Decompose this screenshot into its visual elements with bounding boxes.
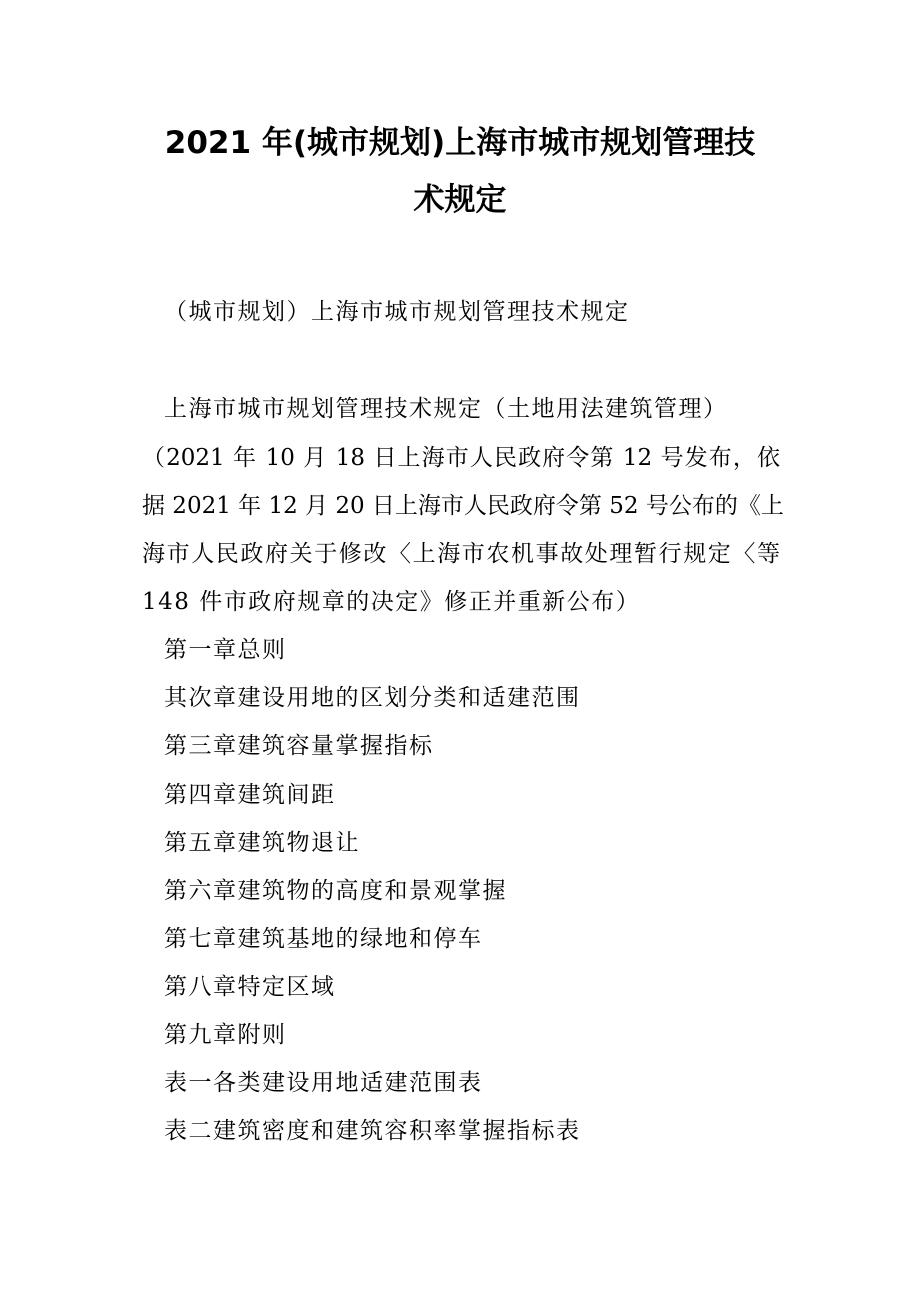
toc-item: 表一各类建设用地适建范围表 xyxy=(164,1070,483,1096)
intro-line-1: （2021 年 10 月 18 日上海市人民政府令第 12 号发布，依 xyxy=(142,445,780,471)
toc-item: 第七章建筑基地的绿地和停车 xyxy=(164,926,483,952)
toc-item: 第三章建筑容量掌握指标 xyxy=(164,733,434,759)
intro-line-4: 148 件市政府规章的决定》修正并重新公布） xyxy=(142,589,641,615)
toc-item: 第九章附则 xyxy=(164,1022,287,1048)
toc-item: 第一章总则 xyxy=(164,637,287,663)
regulation-heading: 上海市城市规划管理技术规定（土地用法建筑管理） xyxy=(164,396,728,422)
toc-item: 其次章建设用地的区划分类和适建范围 xyxy=(164,685,581,711)
toc-item: 第八章特定区域 xyxy=(164,974,336,1000)
toc-item: 表二建筑密度和建筑容积率掌握指标表 xyxy=(164,1118,581,1144)
toc-item: 第五章建筑物退让 xyxy=(164,830,360,856)
toc-item: 第四章建筑间距 xyxy=(164,782,336,808)
toc-item: 第六章建筑物的高度和景观掌握 xyxy=(164,878,507,904)
document-subtitle: （城市规划）上海市城市规划管理技术规定 xyxy=(164,299,630,325)
document-title-line-1: 2021 年(城市规划)上海市城市规划管理技 xyxy=(164,125,756,161)
document-title-line-2: 术规定 xyxy=(413,182,507,218)
intro-line-3: 海市人民政府关于修改〈上海市农机事故处理暂行规定〈等 xyxy=(142,541,780,567)
intro-line-2: 据 2021 年 12 月 20 日上海市人民政府令第 52 号公布的《上 xyxy=(142,493,784,519)
